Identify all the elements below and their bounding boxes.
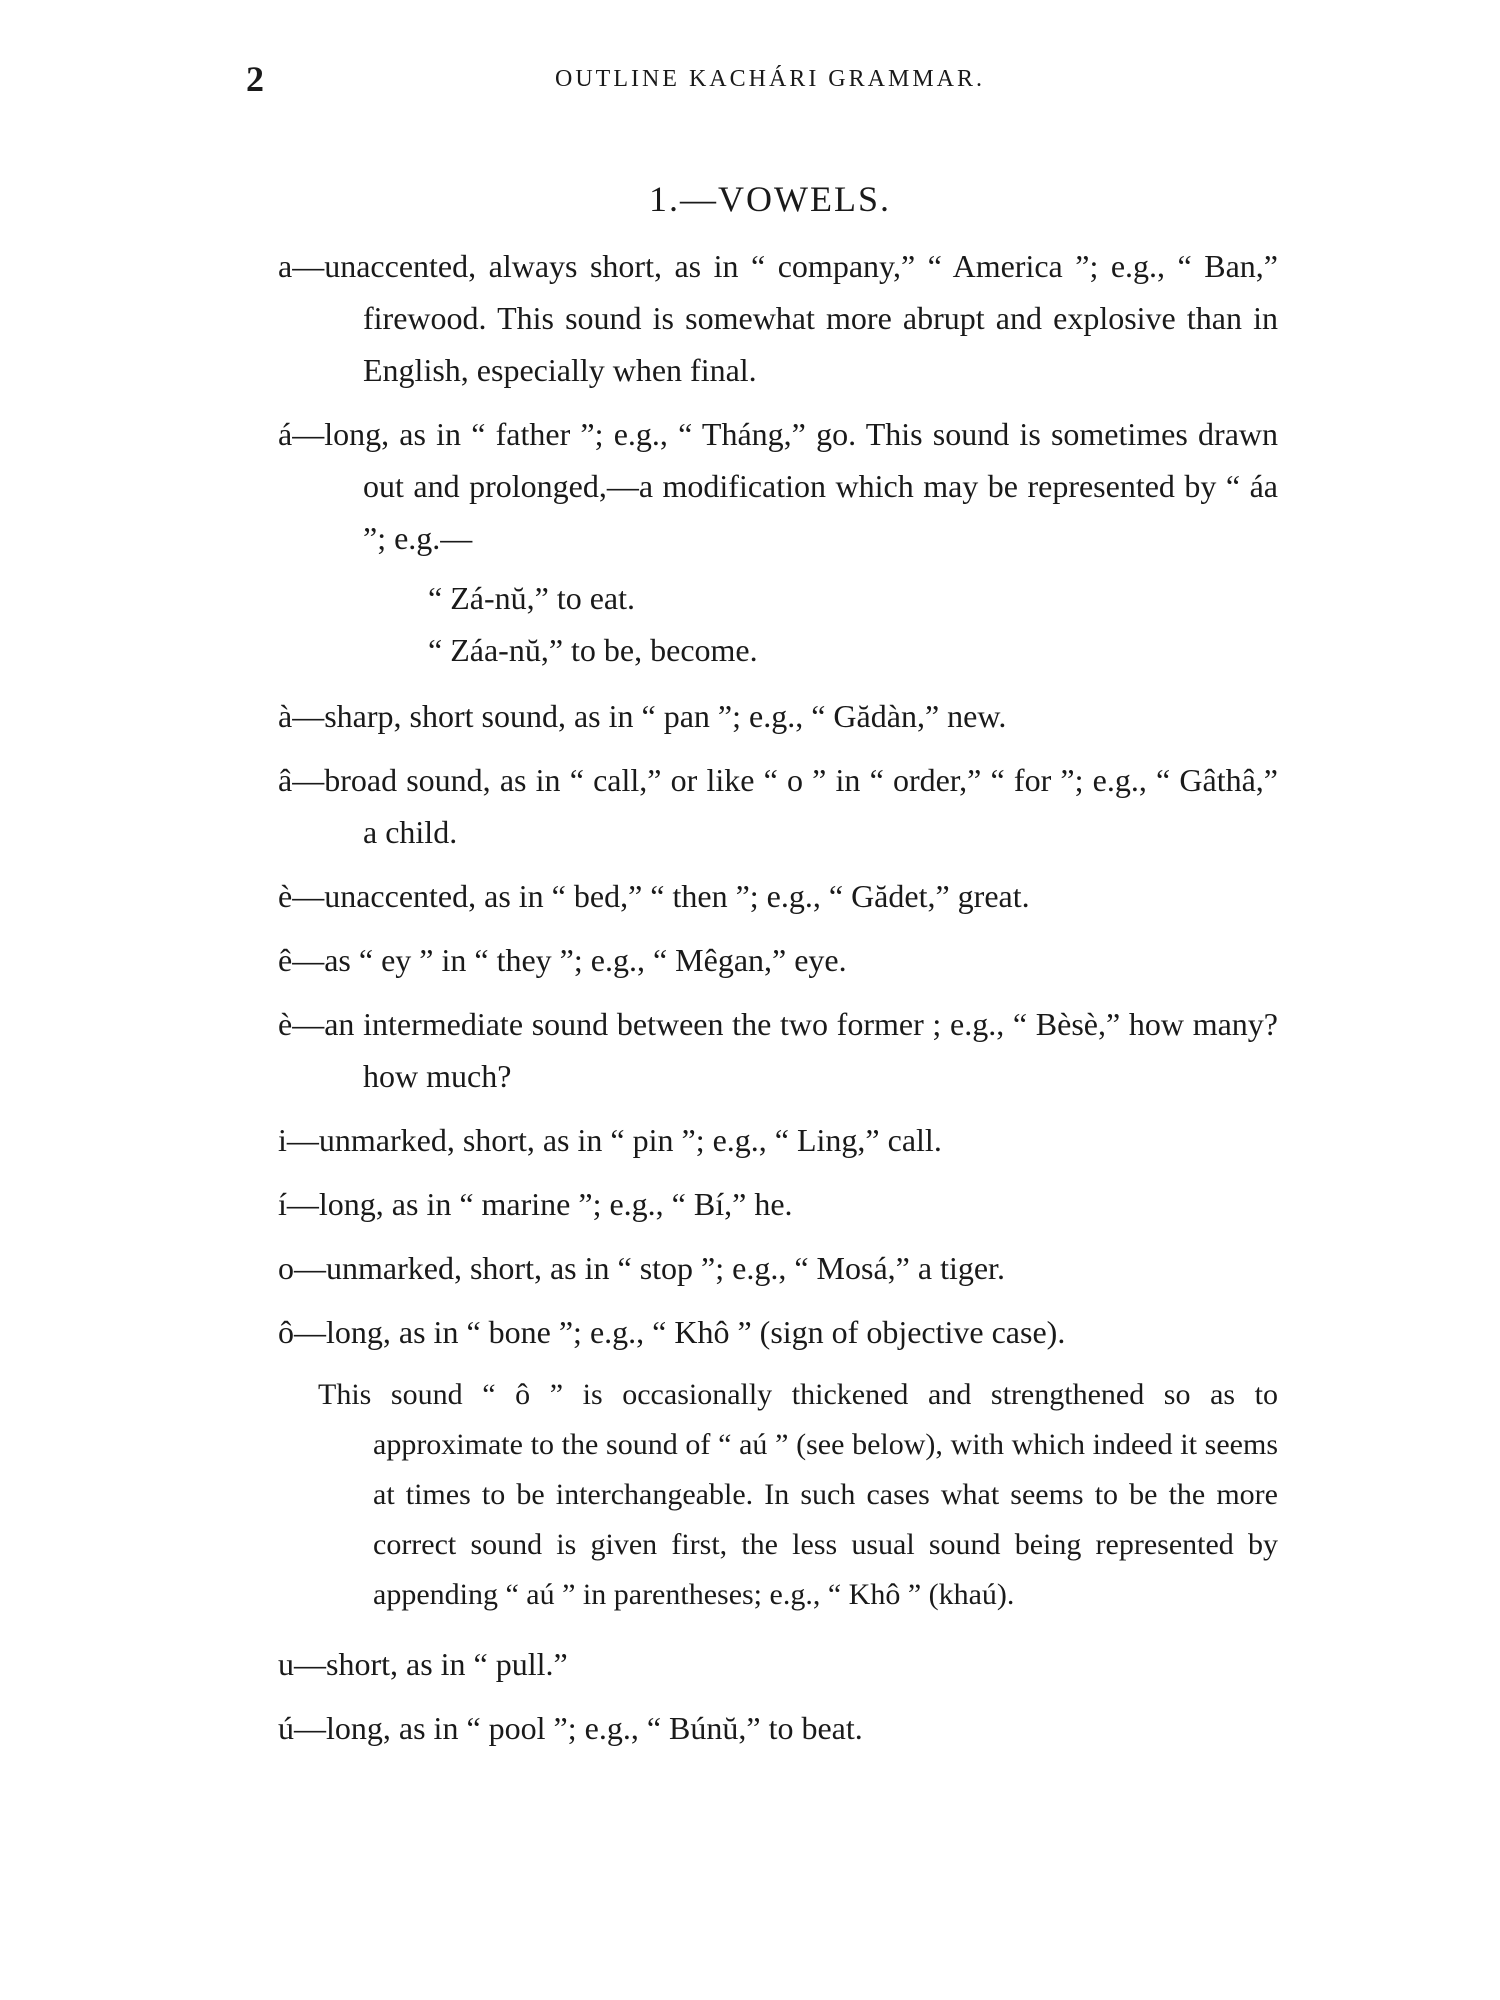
vowel-head: a xyxy=(278,248,293,284)
vowel-entry-a xyxy=(278,240,1278,396)
example-line: “ Zá-nŭ,” to eat. xyxy=(428,580,635,616)
vowel-head: ú xyxy=(278,1710,294,1746)
vowel-head: i xyxy=(278,1122,287,1158)
vowel-description: —unaccented, always short, as in “ company,” “ America ”; e.g., “ Ban,” firewood. This sound is somewhat more abrupt and explosive than in English, especially when final. xyxy=(292,248,1278,388)
vowel-head: u xyxy=(278,1646,294,1682)
vowel-entry-a-broad xyxy=(278,754,1278,858)
vowel-head: ê xyxy=(278,942,293,978)
vowel-description: —long, as in “ bone ”; e.g., “ Khô ” (sign of objective case). xyxy=(294,1314,1066,1350)
example-line: “ Záa-nŭ,” to be, become. xyxy=(428,632,758,668)
vowel-description: —short, as in “ pull.” xyxy=(294,1646,568,1682)
vowel-entry-a-long xyxy=(278,408,1278,564)
running-title: OUTLINE KACHÁRI GRAMMAR. xyxy=(555,66,985,92)
vowel-entry-u xyxy=(278,1638,1278,1690)
vowel-description: —an intermediate sound between the two former ; e.g., “ Bèsè,” how many? how much? xyxy=(292,1006,1278,1094)
vowel-head: á xyxy=(278,416,293,452)
vowel-list xyxy=(278,240,1278,1766)
vowel-head: è xyxy=(278,878,293,914)
vowel-description: —long, as in “ marine ”; e.g., “ Bí,” he. xyxy=(286,1186,793,1222)
vowel-entry-o-long xyxy=(278,1306,1278,1358)
vowel-description: —unmarked, short, as in “ stop ”; e.g., “ Mosá,” a tiger. xyxy=(294,1250,1005,1286)
vowel-entry-u-long xyxy=(278,1702,1278,1754)
vowel-entry-e-circumflex xyxy=(278,934,1278,986)
section-title: 1.—VOWELS. xyxy=(649,179,891,219)
vowel-entry-e xyxy=(278,870,1278,922)
vowel-description: —long, as in “ father ”; e.g., “ Tháng,” go. This sound is sometimes drawn out and prolonged,—a modification which may be represented by “ áa ”; e.g.— xyxy=(292,416,1278,556)
vowel-head: è xyxy=(278,1006,293,1042)
vowel-head: ô xyxy=(278,1314,294,1350)
vowel-description: —unaccented, as in “ bed,” “ then ”; e.g., “ Gădet,” great. xyxy=(292,878,1030,914)
vowel-head: í xyxy=(278,1186,287,1222)
vowel-description: —long, as in “ pool ”; e.g., “ Búnŭ,” to beat. xyxy=(294,1710,863,1746)
page-number: 2 xyxy=(246,59,264,99)
vowel-entry-i-long xyxy=(278,1178,1278,1230)
vowel-description: —as “ ey ” in “ they ”; e.g., “ Mêgan,” eye. xyxy=(292,942,847,978)
vowel-head: à xyxy=(278,698,293,734)
vowel-entry-e-intermediate xyxy=(278,998,1278,1102)
note-paragraph: This sound “ ô ” is occasionally thickened and strengthened so as to approximate to the sound of “ aú ” (see below), with which indeed it seems at times to be interchangeable. In such cases what seems to be the more correct sound is given first, the less usual sound being represented by appending “ aú ” in parentheses; e.g., “ Khô ” (khaú). xyxy=(318,1378,1278,1611)
vowel-entry-a-sharp xyxy=(278,690,1278,742)
vowel-description: —sharp, short sound, as in “ pan ”; e.g., “ Gădàn,” new. xyxy=(292,698,1007,734)
vowel-entry-o xyxy=(278,1242,1278,1294)
vowel-head: â xyxy=(278,762,293,798)
vowel-description: —unmarked, short, as in “ pin ”; e.g., “ Ling,” call. xyxy=(286,1122,942,1158)
vowel-entry-i xyxy=(278,1114,1278,1166)
vowel-head: o xyxy=(278,1250,294,1286)
vowel-description: —broad sound, as in “ call,” or like “ o ” in “ order,” “ for ”; e.g., “ Gâthâ,” a child. xyxy=(292,762,1278,850)
